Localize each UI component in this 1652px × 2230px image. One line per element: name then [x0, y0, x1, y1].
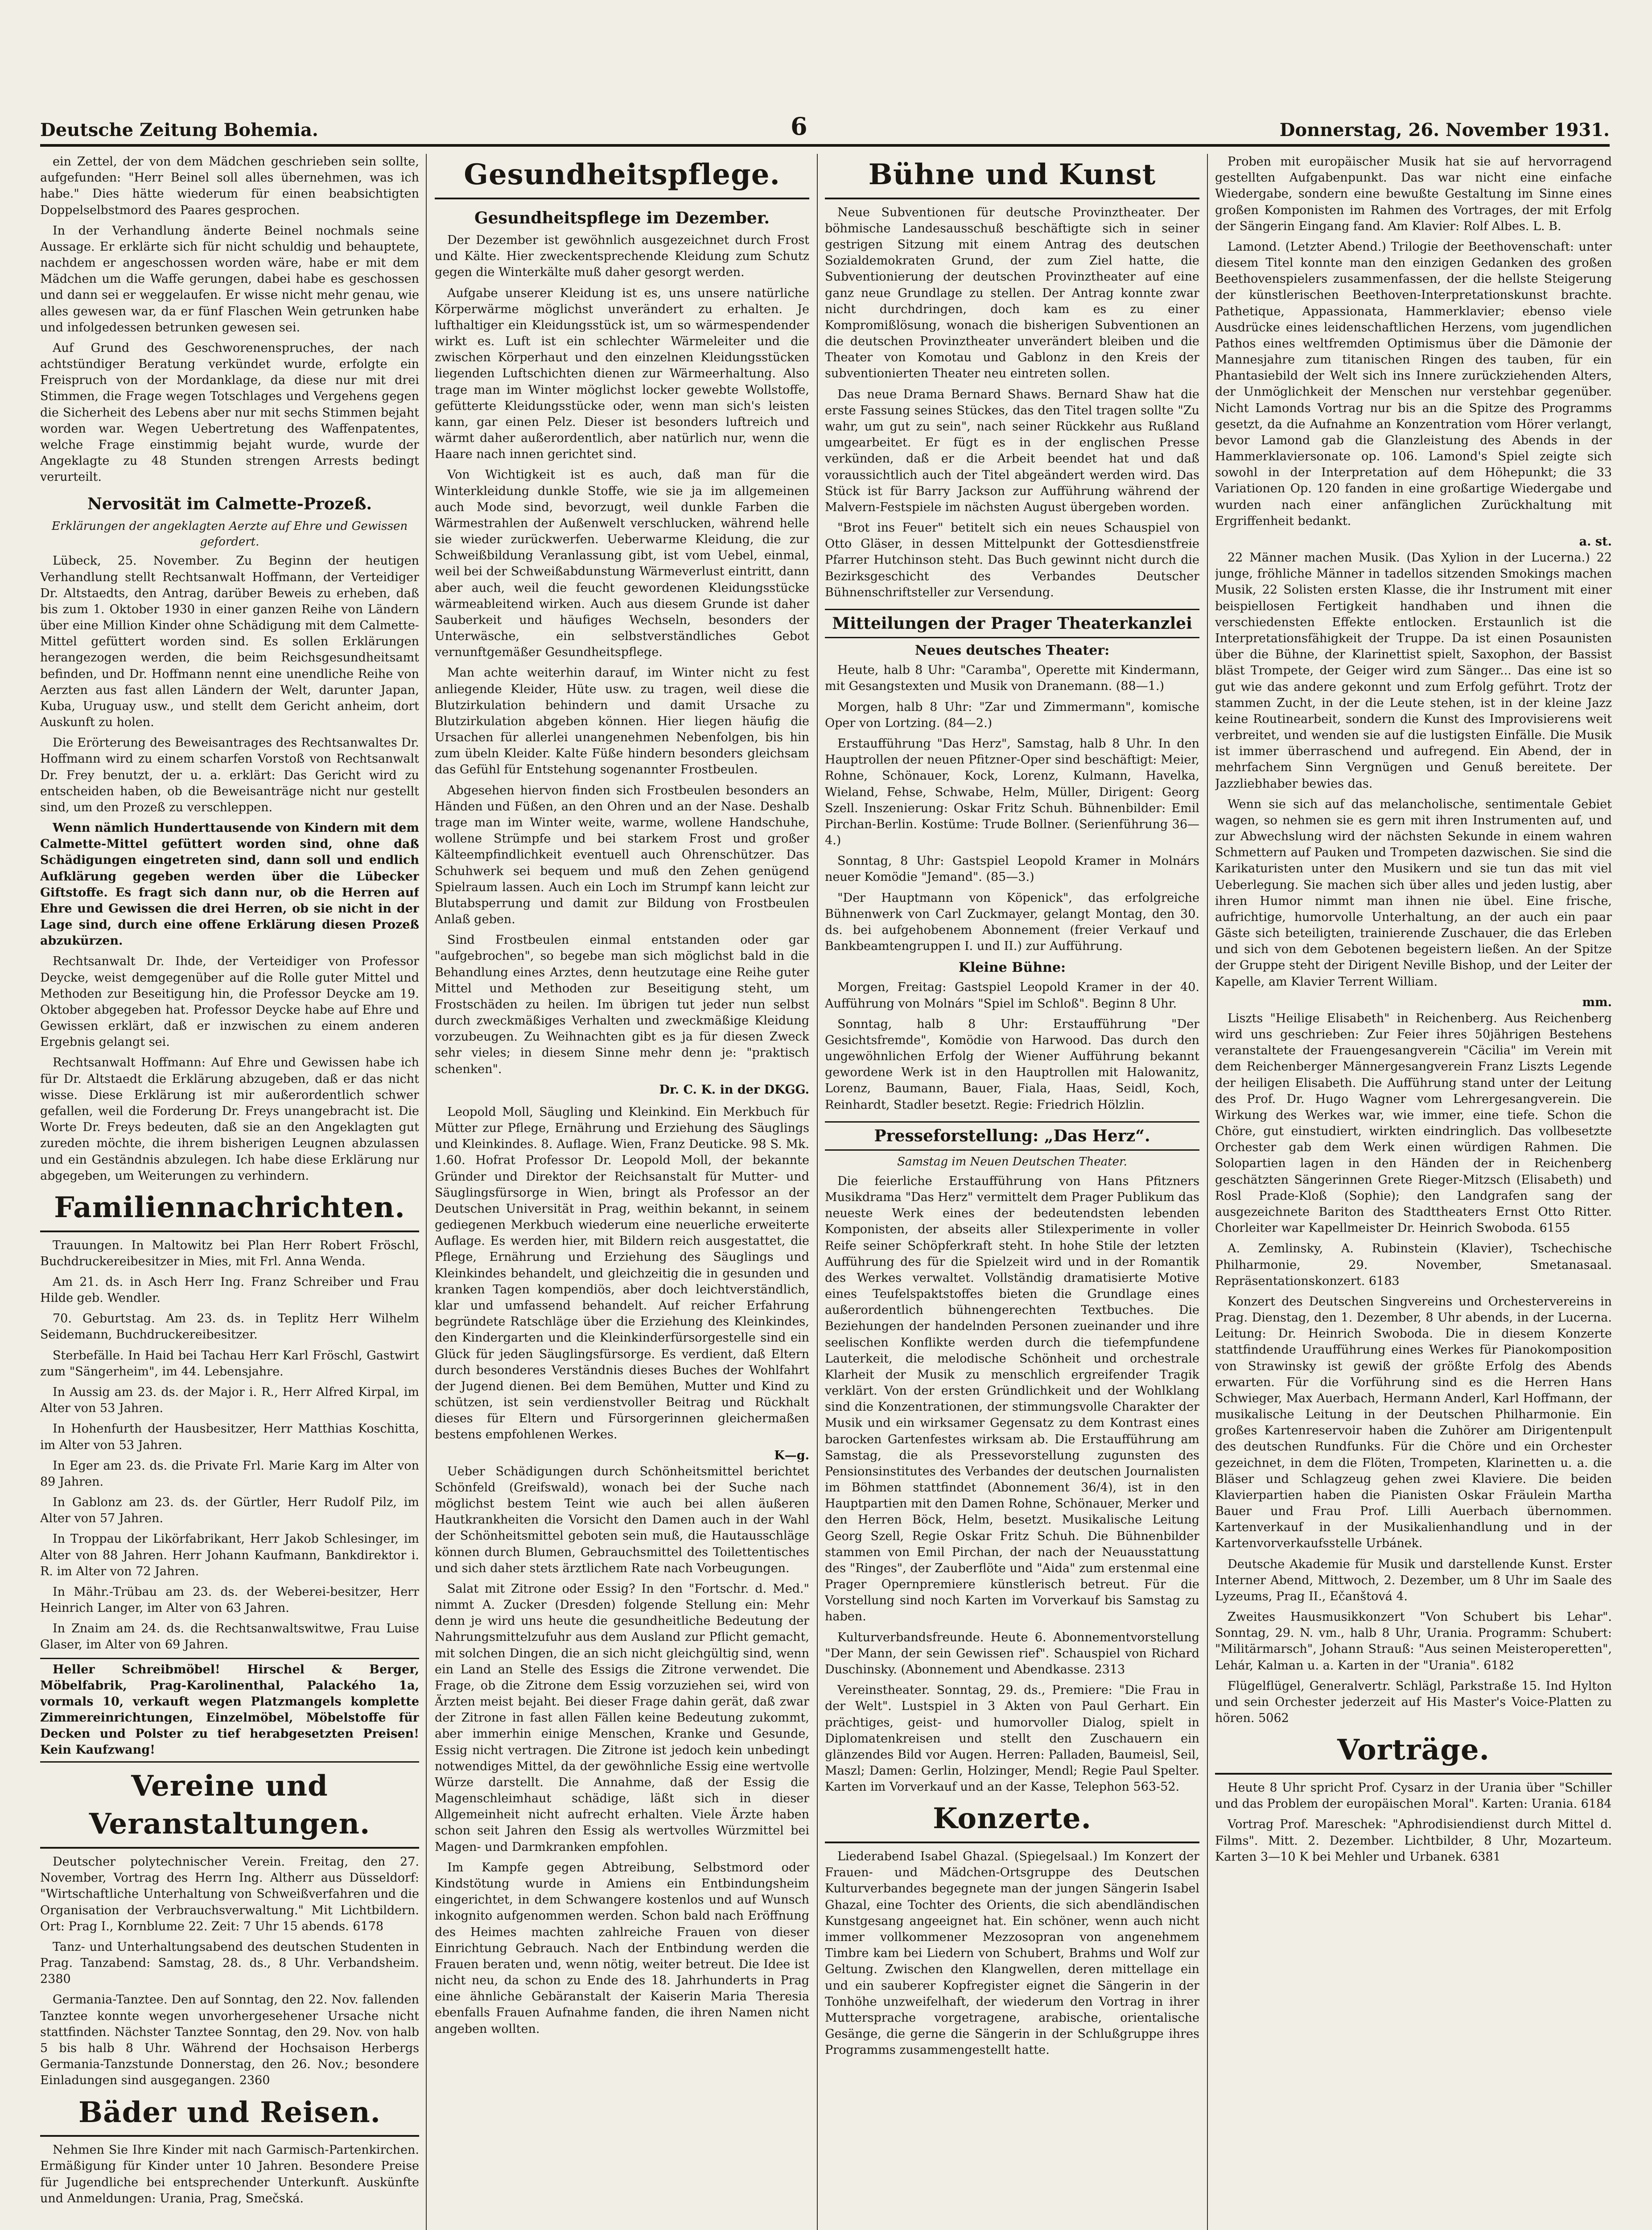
headline-stage: Bühne und Kunst — [825, 156, 1199, 199]
article-paragraph: 22 Männer machen Musik. (Das Xylion in der Lucerna.) 22 junge, fröhliche Männer in tadellos sitzenden Smokings machen Musik, 22 Solisten ersten Klasse, die ihr Instrument mit einer beispiellosen Fertigkeit handhaben und ihnen die verschiedensten Effekte entlocken. Erstaunlich ist die Interpretationsfähigkeit der Truppe. Da ist einen Posaunisten über die Bühne, der Klarinettist spielt, Saxophon, der Bassist bläst Trompete, der Geiger wird zum Sänger... Das eine ist so gut wie das andere gekonnt und zum Erfolg geführt. Trotz der stammen Zucht, in der die Leute stehen, ist in der kleine Jazz keine Routinearbeit, sondern die Kunst des Improvisierens weit verbreitet, und wenden sie auf die lustigsten Einfälle. Die Musik ist immer überraschend und aufregend. Ein Abend, der in mehrfachem Sinn Vergnügen und Genuß bereitete. Der Jazzliebhaber bewies das. — [1215, 551, 1612, 791]
article-paragraph: Ueber Schädigungen durch Schönheitsmittel berichtet Schönfeld (Greifswald), wonach bei der Suche nach möglichst bestem Teint wie auch bei allen äußeren Hautkrankheiten die Vorsicht den Damen auch in der Wahl der Schönheitsmittel geboten sein muß, die Hautausschläge können durch Blumen, Gebrauchsmittel des Toilettentisches und sich daher stets ärztlichem Rate nach Vorbeugungen. — [435, 1464, 809, 1575]
article-paragraph: Liszts "Heilige Elisabeth" in Reichenberg. Aus Reichenberg wird uns geschrieben: Zur Feier ihres 50jährigen Bestehens veranstaltete der Frauengesangverein "Cäcilia" im Verein mit dem Reichenberger Männergesangverein Franz Liszts Legende der heiligen Elisabeth. Die Aufführung stand unter der Leitung des Prof. Dr. Hugo Wagner vom Lehrergesangverein. Die Wirkung des Werkes war, wie immer, eine tiefe. Schon die Chöre, gut einstudiert, wirkten eindringlich. Das vollbesetzte Orchester gab dem Werk einen würdigen Rahmen. Die Solopartien lagen in den Händen der in Reichenberg geschätzten Sängerinnen Grete Rieger-Mitzsch (Elisabeth) und Rosl Prade-Kloß (Sophie); den Landgrafen sang der ausgezeichnete Bariton des Stadttheaters Ernst Otto Ritter. Chorleiter war Kapellmeister Dr. Heinrich Swoboda. 6155 — [1215, 1011, 1612, 1235]
article-paragraph: Lamond. (Letzter Abend.) Trilogie der Beethovenschaft: unter diesem Titel konnte man den einzigen Gedanken des großen Beethovenspielers zusammenfassen, der die hellste Steigerung der künstlerischen Beethoven-Interpretationskunst brachte. Pathetique, Appassionata, Hammerklavier; ebenso viele Ausdrücke eines leidenschaftlichen Herzens, vom jugendlichen Pathos eines weltfremden Optimismus über die Dämonie der Mannesjahre zum titanischen Ringen des tauben, für ein Phantasiebild der Welt sich ins Innere zurückziehenden Alters, der Unmöglichkeit der Menschen nur verstehbar gegenüber. Nicht Lamonds Vortrag nur bis an die Spitze des Programms gesetzt, da die Aufnahme an Konzentration vom Hörer verlangt, bevor Lamond gab die Glanzleistung des Abends in der Hammerklaviersonate op. 106. Lamond's Spiel zeigte sich sowohl in der Interpretation auf dem Höhepunkt; die 33 Variationen Op. 120 fanden in eine großartige Wiedergabe und wurden nach einer anfänglichen Zurückhaltung mit Ergriffenheit bedankt. — [1215, 240, 1612, 528]
event-notice: Germania-Tanztee. Den auf Sonntag, den 22. Nov. fallenden Tanztee konnte wegen unvorhergesehener Ursache nicht stattfinden. Nächster Tanztee Sonntag, den 29. Nov. von halb 5 bis halb 8 Uhr. Während der Hochsaison Herbergs Germania-Tanzstunde Donnerstag, den 26. Nov.; besondere Einladungen sind ausgegangen. 2360 — [40, 1993, 419, 2088]
lecture-notice: Heute 8 Uhr spricht Prof. Cysarz in der Urania über "Schiller und das Problem der europäischen Moral". Karten: Urania. 6184 — [1215, 1781, 1612, 1811]
headline-lectures: Vorträge. — [1215, 1731, 1612, 1775]
column-3 — [825, 154, 1199, 2230]
family-notice: In Troppau der Likörfabrikant, Herr Jakob Schlesinger, im Alter von 88 Jahren. Herr Johann Kaufmann, Bankdirektor i. R. im Alter von 72 Jahren. — [40, 1532, 419, 1578]
family-notice: In Gablonz am 23. ds. der Gürtler, Herr Rudolf Pilz, im Alter von 57 Jahren. — [40, 1495, 419, 1526]
article-paragraph: Man achte weiterhin darauf, im Winter nicht zu fest anliegende Kleider, Hüte usw. zu tragen, weil diese die Blutzirkulation behindern und damit Ursache zu Blutzirkulation abgeben können. Hier liegen häufig die Ursachen für allerlei unangenehmen Nebenfolgen, bis hin zum übeln Kleider. Kalte Füße hindern besonders gleichsam das Gefühl für Entstehung sogenannter Frostbeulen. — [435, 666, 809, 777]
family-notice: Sterbefälle. In Haid bei Tachau Herr Karl Fröschl, Gastwirt zum "Sängerheim", im 44. Lebensjahre. — [40, 1348, 419, 1379]
headline-family: Familiennachrichten. — [40, 1189, 419, 1232]
theater-notice: Heute, halb 8 Uhr: "Caramba", Operette mit Kindermann, mit Gesangstexten und Musik von Dranemann. (88—1.) — [825, 663, 1199, 694]
article-paragraph: In der Verhandlung änderte Beinel nochmals seine Aussage. Er erklärte sich für nicht schuldig und behauptete, nachdem er angeschossen worden wäre, habe er mit dem Mädchen um die Waffe gerungen, dabei habe es geschossen und dann sei er weggelaufen. Er wisse nicht mehr genau, wie alles gewesen war, da er fünf Flaschen Wein getrunken habe und infolgedessen betrunken gewesen sei. — [40, 223, 419, 334]
article-paragraph: Aufgabe unserer Kleidung ist es, uns unsere natürliche Körperwärme möglichst unverändert zu erhalten. Je lufthaltiger ein Kleidungsstück ist, um so wärmespendender wirkt es. Luft ist ein schlechter Wärmeleiter und die zwischen Körperhaut und den einzelnen Kleidungsstücken liegenden Luftschichten dienen zur Wärmeerhaltung. Also trage man im Winter möglichst locker gewebte Wollstoffe, gefütterte Kleidungsstücke oder, wenn man sich's leisten kann, gar einen Pelz. Dieser ist besonders luftreich und wärmt daher außerordentlich, aber natürlich nur, wenn die Haare nach innen gerichtet sind. — [435, 286, 809, 462]
concert-notice: Deutsche Akademie für Musik und darstellende Kunst. Erster Interner Abend, Mittwoch, 2. Dezember, um 8 Uhr im Saale des Lyzeums, Prag II., Ečanštová 4. — [1215, 1557, 1612, 1603]
article-paragraph: Lübeck, 25. November. Zu Beginn der heutigen Verhandlung stellt Rechtsanwalt Hoffmann, der Verteidiger Dr. Altstaedts, den Antrag, darüber Beweis zu erheben, daß bis zum 1. Oktober 1930 in einer ganzen Reihe von Ländern über eine Million Kinder ohne Schädigung mit dem Calmette-Mittel gefüttert worden sind. Es sollen Erklärungen herangezogen werden, die beim Reichsgesundheitsamt befinden, und Dr. Hoffmann nennt eine unendliche Reihe von Aerzten aus fast allen Ländern der Welt, darunter Japan, Kuba, Uruguay usw., und stellt dem Gericht anheim, dort Auskunft zu holen. — [40, 554, 419, 730]
column-divider — [817, 154, 818, 2230]
page-number: 6 — [790, 112, 807, 140]
family-notice: Trauungen. In Maltowitz bei Plan Herr Robert Fröschl, Buchdruckereibesitzer in Mies, mit Frl. Anna Wenda. — [40, 1238, 419, 1268]
paper-title: Deutsche Zeitung Bohemia. — [40, 120, 318, 140]
article-paragraph: Salat mit Zitrone oder Essig? In den "Fortschr. d. Med." nimmt A. Zucker (Dresden) folgende Stellung ein: Mehr denn je wird uns heute die gesundheitliche Bedeutung der Nahrungsmittelzufuhr aus dem Ausland zur Pflicht gemacht, mit solchen Dingen, die an sich nicht gleichgültig sind, wenn ein Land an Stelle des Essigs die Zitrone verwendet. Die Frage, ob die Zitrone dem Essig vorzuziehen sei, wird von Ärzten meist bejaht. Bei dieser Frage dahin gerät, daß zwar der Zitrone in fast allen Fällen keine Bedeutung zukommt, aber immerhin einige Menschen, Kranke und Gesunde, Essig nicht vertragen. Die Zitrone ist jedoch kein unbedingt notwendiges Mittel, da der gewöhnliche Essig eine wertvolle Würze darstellt. Die Annahme, daß der Essig die Magenschleimhaut schädige, läßt sich in dieser Allgemeinheit nicht aufrecht erhalten. Viele Ärzte haben schon seit Jahren den Essig als wertvolles Würzmittel bei Magen- und Darmkranken empfohlen. — [435, 1582, 809, 1854]
theater-notice: Morgen, halb 8 Uhr: "Zar und Zimmermann", komische Oper von Lortzing. (84—2.) — [825, 700, 1199, 730]
headline-health: Gesundheitspflege. — [435, 156, 809, 199]
theater-notice: Morgen, Freitag: Gastspiel Leopold Kramer in der 40. Aufführung von Molnárs "Spiel im Schloß". Beginn 8 Uhr. — [825, 980, 1199, 1011]
article-paragraph: Kulturverbandsfreunde. Heute 6. Abonnementvorstellung "Der Mann, der sein Gewissen rief". Schauspiel von Richard Duschinsky. (Abonnement und Abendkasse. 2313 — [825, 1630, 1199, 1677]
family-notice: In Eger am 23. ds. die Private Frl. Marie Karg im Alter von 89 Jahren. — [40, 1458, 419, 1489]
family-notice: 70. Geburtstag. Am 23. ds. in Teplitz Herr Wilhelm Seidemann, Buchdruckereibesitzer. — [40, 1312, 419, 1342]
article-paragraph: Sind Frostbeulen einmal entstanden oder gar "aufgebrochen", so begebe man sich möglichst bald in die Behandlung eines Arztes, denn heutzutage eine Reihe guter Mittel und Methoden zur Beseitigung steht, um Frostschäden zu heilen. Im übrigen tut jeder nun selbst durch zweckmäßiges Verhalten und zweckmäßige Kleidung vorzubeugen. Zu Weihnachten gibt es ja für diesen Zweck sehr vieles; in diesem Sinne mehr denn je: "praktisch schenken". — [435, 933, 809, 1076]
family-notice: Am 21. ds. in Asch Herr Ing. Franz Schreiber und Frau Hilde geb. Wendler. — [40, 1275, 419, 1305]
masthead — [40, 114, 1610, 147]
column-1 — [40, 154, 419, 2230]
headline-calmette: Nervosität im Calmette-Prozeß. — [87, 495, 372, 514]
article-paragraph: Liederabend Isabel Ghazal. (Spiegelsaal.) Im Konzert der Frauen- und Mädchen-Ortsgruppe des Deutschen Kulturverbandes begegnete man der jungen Sängerin Isabel Ghazal, eine Tochter des Orients, die sich abendländischen Kunstgesang angeeignet hat. Ein schöner, wenn auch nicht immer vollkommener Mezzosopran von angenehmem Timbre kam bei Liedern von Schubert, Brahms und Wolf zur Geltung. Zwischen den Klangwellen, deren mittellage ein und ein sauberer Kopfregister eignet die Sängerin in der Tonhöhe unzweifelhaft, der wiederum den Vortrag in ihrer Muttersprache vorgetragene, arabische, orientalische Gesänge, die gerne die Sängerin in der Schlußgruppe ihres Programms zusammengestellt hatte. — [825, 1850, 1199, 2057]
event-notice: Deutscher polytechnischer Verein. Freitag, den 27. November, Vortrag des Herrn Ing. Altherr aus Düsseldorf: "Wirtschaftliche Unterhaltung von Schweißverfahren und die Organisation der Verbrauchsverwaltung." Mit Lichtbildern. Ort: Prag I., Kornblume 22. Zeit: 7 Uhr 15 abends. 6178 — [40, 1855, 419, 1933]
concert-notice: Flügelflügel, Generalvertr. Schlägl, Parkstraße 15. Ind Hylton und sein Orchester jederzeit auf His Master's Voice-Platten zu hören. 5062 — [1215, 1679, 1612, 1726]
article-paragraph: Das neue Drama Bernard Shaws. Bernard Shaw hat die erste Fassung seines Stückes, das den Titel tragen sollte "Zu wahr, um gut zu sein", nach seiner Rückkehr aus Rußland umgearbeitet. Er fügt es in der englischen Presse verkünden, daß er die Arbeit beendet hat und daß voraussichtlich auch der Titel abgeändert werden wird. Das Stück ist für Barry Jackson zur Aufführung während der Malvern-Festspiele im nächsten August übergeben worden. — [825, 387, 1199, 514]
headline-preview: Presseforstellung: „Das Herz“. — [825, 1121, 1199, 1151]
column-divider — [426, 154, 427, 2230]
article-paragraph: Die feierliche Erstaufführung von Hans Pfitzners Musikdrama "Das Herz" vermittelt dem Prager Publikum das neueste Werk eines der bedeutendsten lebenden Komponisten, der abseits aller Stilexperimente in voller Reife seiner Schöpferkraft steht. In hohe Stile der letzten Aufführung des für die Spielzeit wird und in der Romantik des Werkes verwaltet. Vollständig dramatisierte Motive eines Teufelspaktstoffes bieten die Grundlage eines außerordentlich bühnengerechten Textbuches. Die Beziehungen der handelnden Personen zueinander und ihre seelischen Konflikte werden durch die tiefempfundene Lauterkeit, die melodische Schönheit und orchestrale Klarheit der Musik zu menschlich ergreifender Tragik verklärt. Von der ersten Gründlichkeit und der Wohlklang sind die Konzentrationen, der stimmungsvolle Charakter der Musik und ein wirksamer Gegensatz zu dem Kontrast eines barocken Gartenfestes wirksam ab. Die Erstaufführung am Samstag, die als Pressevorstellung zugunsten des Pensionsinstitutes des Verbandes der deutschen Journalisten im Böhmen stattfindet (Abonnement 36/4), ist in den Hauptpartien mit den Damen Rohne, Schönauer, Merker und den Herren Böck, Helm, besetzt. Musikalische Leitung Georg Szell, Regie Oskar Fritz Schuh. Die Bühnenbilder stammen von Emil Pirchan, der nach der Neuausstattung des "Ringes", der Zauberflöte und "Aida" zum erstenmal eine Prager Opernpremiere künstlerisch betreut. Für die Vorstellung sind noch Karten im Vorverkauf bis Samstag zu haben. — [825, 1174, 1199, 1624]
article-paragraph: Von Wichtigkeit ist es auch, daß man für die Winterkleidung dunkle Stoffe, wie sie ja im allgemeinen auch Mode sind, bevorzugt, weil dunkle Farben die Wärmestrahlen der Außenwelt verschlucken, während helle sie wieder zurückwerfen. Ueberwarme Kleidung, die zur Schweißbildung Veranlassung gibt, ist vom Uebel, einmal, weil bei der Schweißabdunstung Wärmeverlust eintritt, dann aber auch, weil die feucht gewordenen Kleidungsstücke wärmeableitend wirken. Auch aus diesem Grunde ist daher Sauberkeit und häufiges Wechseln, besonders der Unterwäsche, ein selbstverständliches Gebot vernunftgemäßer Gesundheitspflege. — [435, 468, 809, 660]
headline-december: Gesundheitspflege im Dezember. — [474, 208, 770, 227]
headline-travel: Bäder und Reisen. — [40, 2094, 419, 2137]
author-signature: a. st. — [1579, 534, 1612, 549]
family-notice: In Znaim am 24. ds. die Rechtsanwaltswitwe, Frau Luise Glaser, im Alter von 69 Jahren. — [40, 1622, 419, 1652]
article-paragraph: Abgesehen hiervon finden sich Frostbeulen besonders an Händen und Füßen, an den Ohren und an der Nase. Deshalb trage man im Winter weite, warme, wollene Handschuhe, wollene Strümpfe und bei starkem Frost und großer Kälteempfindlichkeit eventuell auch Ohrenschützer. Das Schuhwerk sei bequem und muß den Zehen genügend Spielraum lassen. Auch ein Loch im Strumpf kann leicht zur Blutabsperrung und damit zur Bildung von Frostbeulen Anlaß geben. — [435, 783, 809, 927]
article-paragraph: "Brot ins Feuer" betitelt sich ein neues Schauspiel von Otto Gläser, in dessen Mittelpunkt der Gottesdienstfreie Pfarrer Hutchinson steht. Das Buch gewinnt nicht durch die Bezirksgeschicht des Verbandes Deutscher Bühnenschriftsteller zur Versendung. — [825, 521, 1199, 599]
theater-notice: "Der Hauptmann von Köpenick", das erfolgreiche Bühnenwerk von Carl Zuckmayer, gelangt Montag, den 30. ds. bei aufgehobenem Abonnement (freier Verkauf und Bankbeamtengruppen I. und II.) zur Aufführung. — [825, 891, 1199, 954]
headline-prague-theater: Mitteilungen der Prager Theaterkanzlei — [825, 609, 1199, 638]
book-review: Leopold Moll, Säugling und Kleinkind. Ein Merkbuch für Mütter zur Pflege, Ernährung und Erziehung des Säuglings und Kleinkindes. 8. Auflage. Wien, Franz Deuticke. 98 S. Mk. 1.60. Hofrat Professor Dr. Leopold Moll, der bekannte Gründer und Direktor der Reichsanstalt für Mutter- und Säuglingsfürsorge in Wien, bringt als Professor an der Deutschen Universität in Prag, weithin bekannt, in seinem gediegenen Merkbuch wiederum eine neuerliche erweiterte Auflage. Es werden hier, mit Bildern reich ausgestattet, die Pflege, Ernährung und Erziehung des Säuglings und Kleinkindes behandelt, und gleichzeitig die in gesunden und kranken Tagen kompendiös, aber doch leichtverständlich, klar und umfassend behandelt. Auf reicher Erfahrung begründete Ratschläge über die Erziehung des Kleinkindes, den Kindergarten und die Kleinkinderfürsorgestelle sind ein Glück für jeden Säuglingsfürsorge. Es verdient, daß Eltern durch besonderes Verständnis dieses Buches der Wohlfahrt der Jugend dienen. Bei dem Bemühen, Mutter und Kind zu schützen, ist sein verdienstvoller Beitrag und Rückhalt dieses für Eltern und Fürsorgerinnen gleichermaßen bestens empfohlenen Werkes. — [435, 1105, 809, 1442]
lecture-notice: Vortrag Prof. Mareschek: "Aphrodisiendienst durch Mittel d. Films". Mitt. 2. Dezember. Lichtbilder, 8 Uhr, Mozarteum. Karten 3—10 K bei Mehler und Urbanek. 6381 — [1215, 1817, 1612, 1864]
author-signature: mm. — [1582, 995, 1612, 1009]
article-paragraph: ein Zettel, der von dem Mädchen geschrieben sein sollte, aufgefunden: "Herr Beinel soll alles übernehmen, was ich habe." Dies hätte wiederum für einen beabsichtigten Doppelselbstmord des Paares gesprochen. — [40, 155, 419, 217]
theater-notice: Erstaufführung "Das Herz", Samstag, halb 8 Uhr. In den Hauptrollen der neuen Pfitzner-Oper sind beschäftigt: Meier, Rohne, Schönauer, Kock, Lorenz, Kulmann, Havelka, Wieland, Fehse, Schwabe, Helm, Müller, Dirigent: Georg Szell. Inszenierung: Oskar Fritz Schuh. Bühnenbilder: Emil Pirchan-Berlin. Kostüme: Trude Bollner. (Serienführung 36—4.) — [825, 736, 1199, 848]
article-paragraph: Die Erörterung des Beweisantrages des Rechtsanwaltes Dr. Hoffmann wird zu einem scharfen Vorstoß von Rechtsanwalt Dr. Frey benutzt, der u. a. erklärt: Das Gericht wird zu entscheiden haben, ob die Beweisanträge nicht nur gestellt sind, um den Prozeß zu verschleppen. — [40, 736, 419, 814]
theater-notice: Sonntag, halb 8 Uhr: Erstaufführung "Der Gesichtsfremde", Komödie von Harwood. Das durch den ungewöhnlichen Erfolg der Wiener Aufführung bekannt gewordene Werk ist in den Hauptrollen mit Halowanitz, Lorenz, Baumann, Bauer, Fiala, Haas, Seidl, Koch, Reinhardt, Stadler besetzt. Regie: Friedrich Hölzlin. — [825, 1017, 1199, 1112]
column-divider — [1207, 154, 1208, 2230]
subheadline: Neues deutsches Theater: — [915, 643, 1110, 659]
headline-concerts: Konzerte. — [825, 1800, 1199, 1843]
article-paragraph: Der Dezember ist gewöhnlich ausgezeichnet durch Frost und Kälte. Hier zweckentsprechende Kleidung zum Schutz gegen die Winterkälte muß daher gesorgt werden. — [435, 233, 809, 280]
author-signature: Dr. C. K. in der DKGG. — [659, 1082, 809, 1097]
author-signature: K—g. — [774, 1448, 809, 1462]
family-notice: In Mähr.-Trübau am 23. ds. der Weberei-besitzer, Herr Heinrich Langer, im Alter von 63 Jahren. — [40, 1585, 419, 1615]
article-paragraph: Proben mit europäischer Musik hat sie auf hervorragend gestellten Aufgabenpunkt. Das war nicht eine einfache Wiedergabe, sondern eine bewußte Gestaltung im Sinne eines großen Komponisten im Rahmen des Vortrages, der mit Erfolg der Sängerin Eingang fand. Am Klavier: Rolf Albes. L. B. — [1215, 155, 1612, 233]
article-paragraph: Vereinstheater. Sonntag, 29. ds., Premiere: "Die Frau in der Welt". Lustspiel in 3 Akten von Paul Gerhart. Ein prächtiges, geist- und humorvoller Dialog, spielt in Diplomatenkreisen und stellt den Zuschauern ein glänzendes Bild vor Augen. Herren: Palladen, Baumeisl, Seil, Maszl; Damen: Gerlin, Holzinger, Mendl; Regie Paul Spelter. Karten im Vorverkauf und an der Kasse, Telephon 563-52. — [825, 1683, 1199, 1794]
subheadline: Kleine Bühne: — [958, 960, 1066, 976]
article-paragraph-bold: Wenn nämlich Hunderttausende von Kindern mit dem Calmette-Mittel gefüttert worden sind, ohne daß Schädigungen eingetreten sind, dann soll und endlich Aufklärung gegeben werden über die Lübecker Giftstoffe. Es fragt sich dann nur, ob die Herren auf Ehre und Gewissen die drei Herren, ob sie nicht in der Lage sind, durch eine offene Erklärung diesen Prozeß abzukürzen. — [40, 821, 419, 948]
family-notice: In Hohenfurth der Hausbesitzer, Herr Matthias Koschitta, im Alter von 53 Jahren. — [40, 1422, 419, 1452]
article-paragraph: Rechtsanwalt Dr. Ihde, der Verteidiger von Professor Deycke, weist demgegenüber auf die Rolle guter Mittel und Methoden zur Beseitigung hin, die Professor Deycke am 19. Oktober abgegeben hat. Professor Deycke habe auf Ehre und Gewissen erklärt, daß er inzwischen zu einem anderen Ergebnis gelangt sei. — [40, 954, 419, 1049]
concert-notice: Zweites Hausmusikkonzert "Von Schubert bis Lehar". Sonntag, 29. N. vm., halb 8 Uhr, Urania. Programm: Schubert: "Militärmarsch", Johann Strauß: "Aus seinen Meisteroperetten", Lehár, Kalman u. a. Karten in der "Urania". 6182 — [1215, 1610, 1612, 1672]
article-paragraph: Auf Grund des Geschworenenspruches, der nach achtstündiger Beratung verkündet wurde, erfolgte ein Freispruch von der Mordanklage, da diese nur mit drei Stimmen, die Frage wegen Totschlages und Vergehens gegen die Sicherheit des Lebens aber nur mit sechs Stimmen bejaht worden war. Wegen Uebertretung des Waffenpatentes, welche Frage einstimmig bejaht wurde, wurde der Angeklagte zu 48 Stunden strengen Arrests bedingt verurteilt. — [40, 341, 419, 484]
article-paragraph: Im Kampfe gegen Abtreibung, Selbstmord oder Kindstötung wurde in Amiens ein Entbindungsheim eingerichtet, in dem Schwangere kostenlos und auf Wunsch inkognito aufgenommen werden. Schon bald nach Eröffnung des Heimes machten zahlreiche Frauen von dieser Einrichtung Gebrauch. Nach der Entbindung werden die Frauen beraten und, wenn nötig, weiter betreut. Die Idee ist nicht neu, da schon zu Ende des 18. Jahrhunderts in Prag eine ähnliche Gebäranstalt der Kaiserin Maria Theresia ebenfalls Frauen Aufnahme fanden, die ihren Namen nicht angeben wollten. — [435, 1860, 809, 2036]
article-paragraph: Wenn sie sich auf das melancholische, sentimentale Gebiet wagen, so nehmen sie es gern mit ihren Instrumenten auf, und zur Abwechslung wird der nächsten Sekunde in einem wahren Schmettern auf Pauken und Trompeten dazwischen. Sie sind die Karikaturisten unter den Musikern und sie tun das mit viel Ueberlegung. Sie machen sich über alles und jeden lustig, aber ihren Humor nimmt man ihnen nie übel. Eine frische, aufrichtige, humorvolle Unterhaltung, an der auch ein paar Gäste sich beteiligten, trainierende Zuschauer, die das Erleben und sich von dem Gebotenen begeistern ließen. An der Spitze der Gruppe steht der Dirigent Neville Bishop, und der Leiter der Kapelle, am Klavier Terrent William. — [1215, 797, 1612, 989]
subheadline: Samstag im Neuen Deutschen Theater. — [897, 1155, 1127, 1169]
column-4 — [1215, 154, 1612, 2230]
concert-notice: Konzert des Deutschen Singvereins und Orchestervereins in Prag. Dienstag, den 1. Dezember, 8 Uhr abends, in der Lucerna. Leitung: Dr. Heinrich Swoboda. Die in diesem Konzerte stattfindende Uraufführung eines Werkes für Pianokomposition von Strawinsky ist gewiß der größte Erfolg des Abends erwarten. Für die Vorführung sind es die Herren Hans Schwieger, Max Auerbach, Hermann Anderl, Karl Hoffmann, der musikalische Leitung in der Deutschen Philharmonie. Ein großes Kartenreservoir haben die Zuhörer am Dirigentenpult des deutschen Rundfunks. Für die Chöre und ein Orchester gezeichnet, in dem die Flöten, Trompeten, Klarinetten u. a. die Bläser und Schlagzeug gehen zwei Klaviere. Die beiden Klavierpartien haben die Pianisten Oskar Fräulein Martha Bauer und Frau Prof. Lilli Auerbach übernommen. Kartenverkauf in der Musikalienhandlung und in der Kartenvorverkaufsstelle Urbánek. — [1215, 1294, 1612, 1551]
theater-notice: Sonntag, 8 Uhr: Gastspiel Leopold Kramer in Molnárs neuer Komödie "Jemand". (85—3.) — [825, 854, 1199, 884]
concert-notice: A. Zemlinsky, A. Rubinstein (Klavier), Tschechische Philharmonie, 29. November, Smetanasaal. Repräsentationskonzert. 6183 — [1215, 1242, 1612, 1288]
travel-notice: Nehmen Sie Ihre Kinder mit nach Garmisch-Partenkirchen. Ermäßigung für Kinder unter 10 Jahren. Besondere Preise für Jugendliche bei entsprechender Unterkunft. Auskünfte und Anmeldungen: Urania, Prag, Smečská. — [40, 2143, 419, 2205]
headline-events: Vereine und Veranstaltungen. — [40, 1767, 419, 1849]
event-notice: Tanz- und Unterhaltungsabend des deutschen Studenten in Prag. Tanzabend: Samstag, 28. ds., 8 Uhr. Verbandsheim. 2380 — [40, 1940, 419, 1986]
family-notice: In Aussig am 23. ds. der Major i. R., Herr Alfred Kirpal, im Alter von 53 Jahren. — [40, 1385, 419, 1416]
subheadline: Erklärungen der angeklagten Aerzte auf Ehre und Gewissen gefordert. — [51, 519, 408, 549]
advertisement: Heller Schreibmöbel! Hirschel & Berger, Möbelfabrik, Prag-Karolinenthal, Palackého 1a, vormals 10, verkauft wegen Platzmangels komplette Zimmereinrichtungen, Einzelmöbel, Möbelstoffe für Decken und Polster zu tief herabgesetzten Preisen! Kein Kaufzwang! — [40, 1658, 419, 1763]
issue-date: Donnerstag, 26. November 1931. — [1279, 120, 1610, 140]
article-paragraph: Rechtsanwalt Hoffmann: Auf Ehre und Gewissen habe ich für Dr. Altstaedt die Erklärung abzugeben, daß er das nicht wisse. Diese Erklärung ist mir außerordentlich schwer gefallen, weil die Forderung Dr. Freys unangebracht ist. Die Worte Dr. Freys bedeuten, daß sie an den Angeklagten gut zureden möchte, die ihrem bisherigen Leugnen abzulassen und ein Geständnis abzulegen. Ich habe diese Erklärung nur abgegeben, um Weiterungen zu verhindern. — [40, 1056, 419, 1183]
article-paragraph: Neue Subventionen für deutsche Provinztheater. Der böhmische Landesausschuß beschäftigte sich in seiner gestrigen Sitzung mit einem Antrag des deutschen Sozialdemokraten Grund, der zum Ziel hatte, die Subventionierung der deutschen Provinztheater auf eine ganz neue Grundlage zu stellen. Der Antrag konnte zwar nicht durchdringen, doch kam es zu einer Kompromißlösung, wonach die bisherigen Subventionen an die deutschen Provinztheater unverändert bleiben und die Theater von Komotau und Gablonz in den Kreis der subventionierten Theater neu eintreten sollen. — [825, 205, 1199, 381]
column-2 — [435, 154, 809, 2230]
